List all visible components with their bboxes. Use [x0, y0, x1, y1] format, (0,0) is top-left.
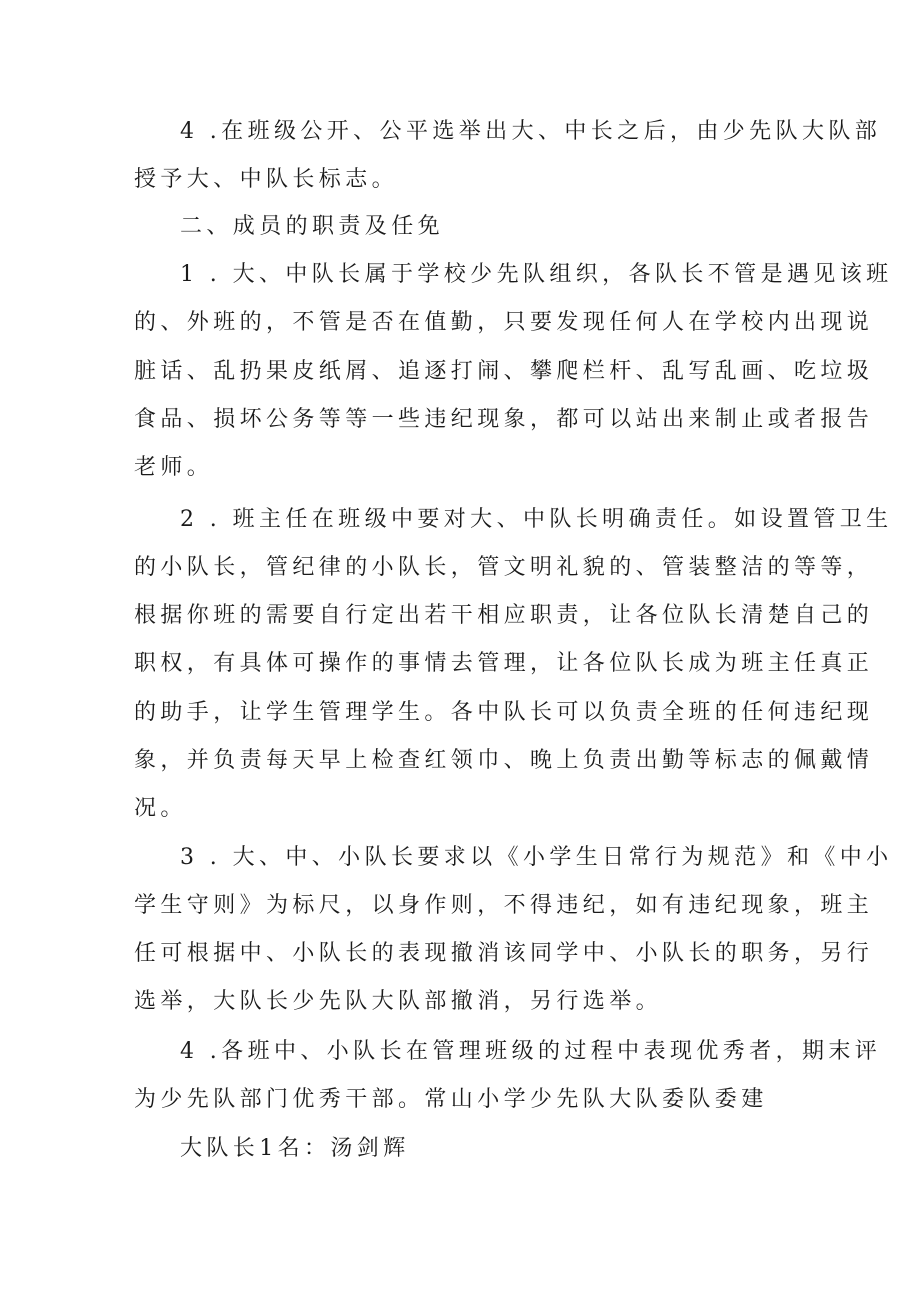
paragraph-line: 根据你班的需要自行定出若干相应职责，让各位队长清楚自己的 — [134, 603, 874, 628]
paragraph-line: 4 .各班中、小队长在管理班级的过程中表现优秀者，期末评 — [180, 1039, 882, 1064]
paragraph-line: 食品、损坏公务等等一些违纪现象，都可以站出来制止或者报告 — [134, 407, 874, 432]
roster-line: 大队长1名：汤剑辉 — [180, 1136, 410, 1161]
paragraph-line: 的小队长，管纪律的小队长，管文明礼貌的、管装整洁的等等， — [134, 555, 874, 580]
paragraph-line: 象，并负责每天早上检查红领巾、晚上负责出勤等标志的佩戴情 — [134, 748, 874, 773]
paragraph-line: 老师。 — [134, 455, 214, 480]
paragraph-line: 脏话、乱扔果皮纸屑、追逐打闹、攀爬栏杆、乱写乱画、吃垃圾 — [134, 359, 874, 384]
paragraph-line: 选举，大队长少先队大队部撤消，另行选举。 — [134, 989, 663, 1014]
paragraph-line: 2 . 班主任在班级中要对大、中队长明确责任。如设置管卫生 — [180, 507, 893, 532]
paragraph-line: 职权，有具体可操作的事情去管理，让各位队长成为班主任真正 — [134, 651, 874, 676]
paragraph-line: 1 . 大、中队长属于学校少先队组织，各队长不管是遇见该班 — [180, 262, 893, 287]
paragraph-line: 3 . 大、中、小队长要求以《小学生日常行为规范》和《中小 — [180, 845, 893, 870]
paragraph-line: 的助手，让学生管理学生。各中队长可以负责全班的任何违纪现 — [134, 700, 874, 725]
paragraph-line: 况。 — [134, 796, 187, 821]
paragraph-line: 任可根据中、小队长的表现撤消该同学中、小队长的职务，另行 — [134, 941, 874, 966]
paragraph-line: 的、外班的，不管是否在值勤，只要发现任何人在学校内出现说 — [134, 310, 874, 335]
paragraph-line: 4 .在班级公开、公平选举出大、中长之后，由少先队大队部 — [180, 119, 882, 144]
section-heading: 二、成员的职责及任免 — [180, 214, 445, 239]
paragraph-line: 学生守则》为标尺，以身作则，不得违纪，如有违纪现象，班主 — [134, 893, 874, 918]
paragraph-line: 授予大、中队长标志。 — [134, 167, 399, 192]
paragraph-line: 为少先队部门优秀干部。常山小学少先队大队委队委建 — [134, 1087, 768, 1112]
